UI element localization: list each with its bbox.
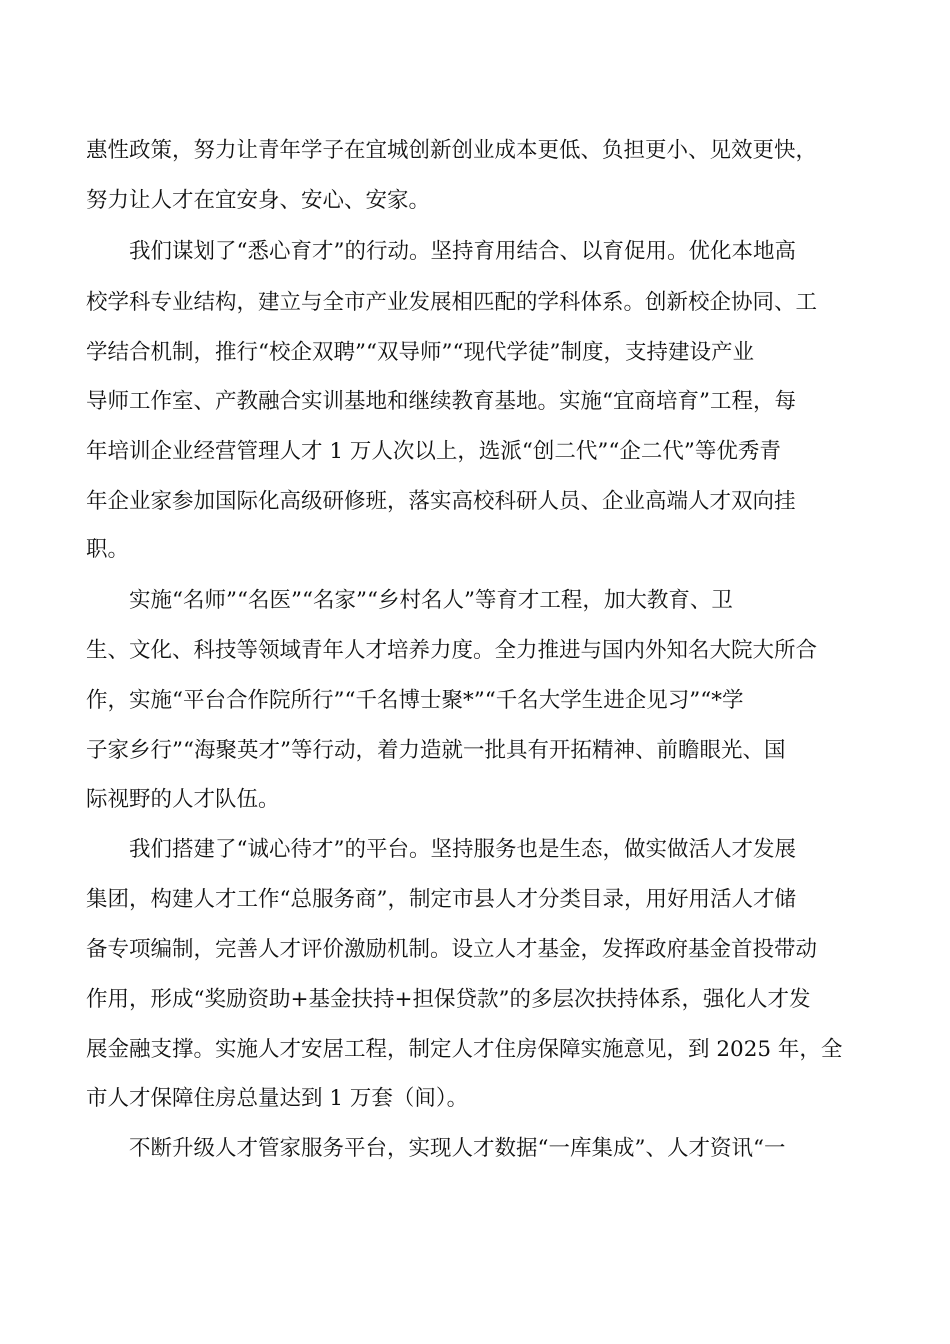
text-line: 展金融支撑。实施人才安居工程，制定人才住房保障实施意见，到 2025 年，全	[86, 1037, 843, 1062]
text-line: 生、文化、科技等领域青年人才培养力度。全力推进与国内外知名大院大所合	[86, 638, 818, 663]
paragraph-first-line: 我们搭建了“诚心待才”的平台。坚持服务也是生态，做实做活人才发展	[129, 837, 796, 862]
text-line: 校学科专业结构，建立与全市产业发展相匹配的学科体系。创新校企协同、工	[86, 290, 818, 315]
text-line: 学结合机制，推行“校企双聘”“双导师”“现代学徒”制度，支持建设产业	[86, 340, 754, 365]
text-line: 际视野的人才队伍。	[86, 787, 280, 812]
text-line: 努力让人才在宜安身、安心、安家。	[86, 188, 431, 213]
text-line: 集团，构建人才工作“总服务商”，制定市县人才分类目录，用好用活人才储	[86, 887, 796, 912]
text-line: 子家乡行”“海聚英才”等行动，着力造就一批具有开拓精神、前瞻眼光、国	[86, 738, 786, 763]
text-line: 惠性政策，努力让青年学子在宜城创新创业成本更低、负担更小、见效更快，	[86, 138, 818, 163]
text-line: 导师工作室、产教融合实训基地和继续教育基地。实施“宜商培育”工程，每	[86, 389, 796, 414]
text-line: 作用，形成“奖励资助+基金扶持+担保贷款”的多层次扶持体系，强化人才发	[86, 987, 811, 1012]
paragraph-first-line: 不断升级人才管家服务平台，实现人才数据“一库集成”、人才资讯“一	[129, 1136, 786, 1161]
text-line: 年培训企业经营管理人才 1 万人次以上，选派“创二代”“企二代”等优秀青	[86, 439, 781, 464]
paragraph-first-line: 实施“名师”“名医”“名家”“乡村名人”等育才工程，加大教育、卫	[129, 588, 733, 613]
text-line: 职。	[86, 537, 130, 562]
text-line: 市人才保障住房总量达到 1 万套（间）。	[86, 1086, 469, 1111]
text-line: 作，实施“平台合作院所行”“千名博士聚*”“千名大学生进企见习”“*学	[86, 688, 744, 713]
paragraph-first-line: 我们谋划了“悉心育才”的行动。坚持育用结合、以育促用。优化本地高	[129, 239, 796, 264]
text-line: 备专项编制，完善人才评价激励机制。设立人才基金，发挥政府基金首投带动	[86, 937, 818, 962]
text-line: 年企业家参加国际化高级研修班，落实高校科研人员、企业高端人才双向挂	[86, 489, 796, 514]
